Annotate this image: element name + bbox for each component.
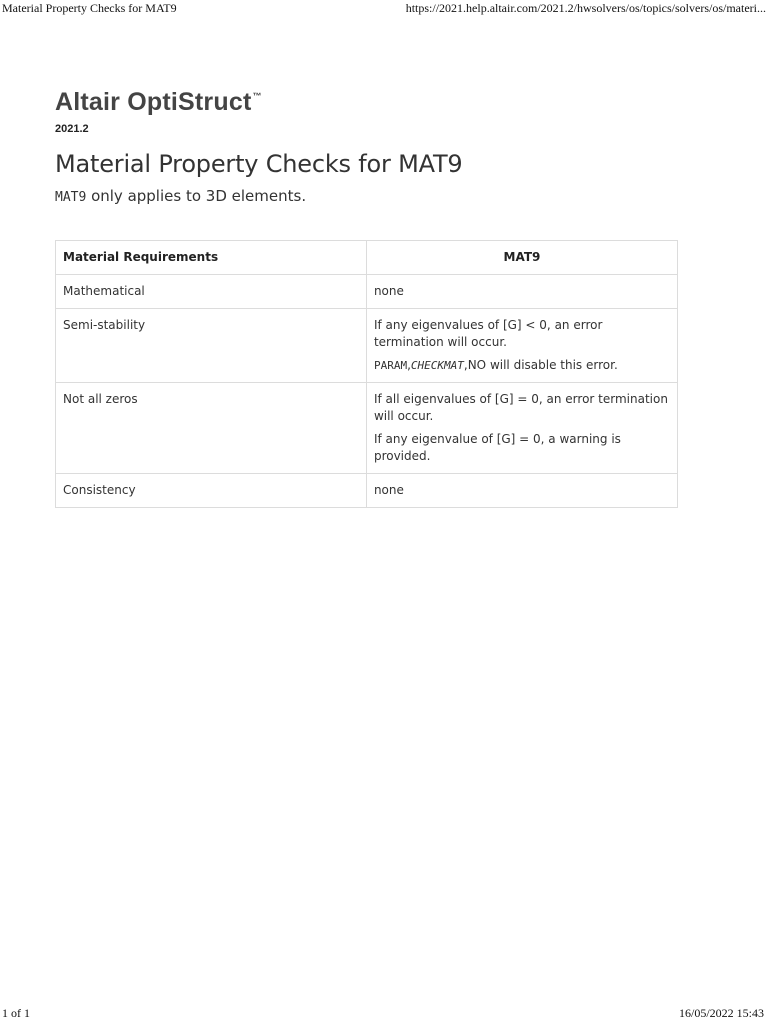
table-header-row bbox=[56, 241, 678, 275]
material-checks-table bbox=[55, 240, 678, 508]
print-header bbox=[0, 0, 768, 16]
intro-code: MAT9 bbox=[55, 190, 87, 205]
print-header-title: Material Property Checks for MAT9 bbox=[2, 1, 177, 15]
page-title: Material Property Checks for MAT9 bbox=[55, 150, 463, 178]
trademark-symbol: ™ bbox=[252, 91, 262, 101]
row-requirement: Mathematical bbox=[56, 275, 367, 309]
table-row bbox=[56, 275, 678, 309]
row-value-line: If any eigenvalue of [G] = 0, a warning is provided. bbox=[373, 432, 621, 463]
row-value-line: none bbox=[373, 483, 404, 497]
intro-text: only applies to 3D elements. bbox=[86, 187, 307, 205]
row-value bbox=[366, 383, 677, 474]
param-line bbox=[374, 357, 670, 374]
print-footer bbox=[0, 1008, 768, 1024]
row-value-line: none bbox=[373, 284, 404, 298]
brand-name: Altair OptiStruct bbox=[55, 88, 252, 116]
row-value bbox=[366, 309, 677, 383]
param-code[interactable]: PARAM bbox=[373, 359, 408, 372]
print-datetime: 16/05/2022 15:43 bbox=[678, 1006, 764, 1020]
header-material-requirements: Material Requirements bbox=[56, 241, 367, 275]
header-mat9: MAT9 bbox=[366, 241, 677, 275]
row-value bbox=[366, 275, 677, 309]
print-header-url[interactable]: https://2021.help.altair.com/2021.2/hwsolvers/os/topics/solvers/os/materi... bbox=[405, 1, 766, 15]
version-label: 2021.2 bbox=[55, 123, 89, 135]
row-value-line: If any eigenvalues of [G] < 0, an error termination will occur. bbox=[373, 318, 603, 349]
brand-logo[interactable] bbox=[55, 88, 261, 117]
param-rest: ,NO will disable this error. bbox=[463, 358, 618, 372]
table-row bbox=[56, 383, 678, 474]
row-requirement: Consistency bbox=[56, 474, 367, 508]
param-name: CHECKMAT bbox=[410, 359, 464, 372]
row-requirement: Not all zeros bbox=[56, 383, 367, 474]
row-requirement: Semi-stability bbox=[56, 309, 367, 383]
row-value bbox=[366, 474, 677, 508]
row-value-line: If all eigenvalues of [G] = 0, an error termination will occur. bbox=[373, 392, 668, 423]
param-separator: , bbox=[407, 358, 411, 372]
page-count: 1 of 1 bbox=[2, 1006, 30, 1020]
intro-paragraph bbox=[55, 187, 306, 205]
table-row bbox=[56, 309, 678, 383]
table-row bbox=[56, 474, 678, 508]
